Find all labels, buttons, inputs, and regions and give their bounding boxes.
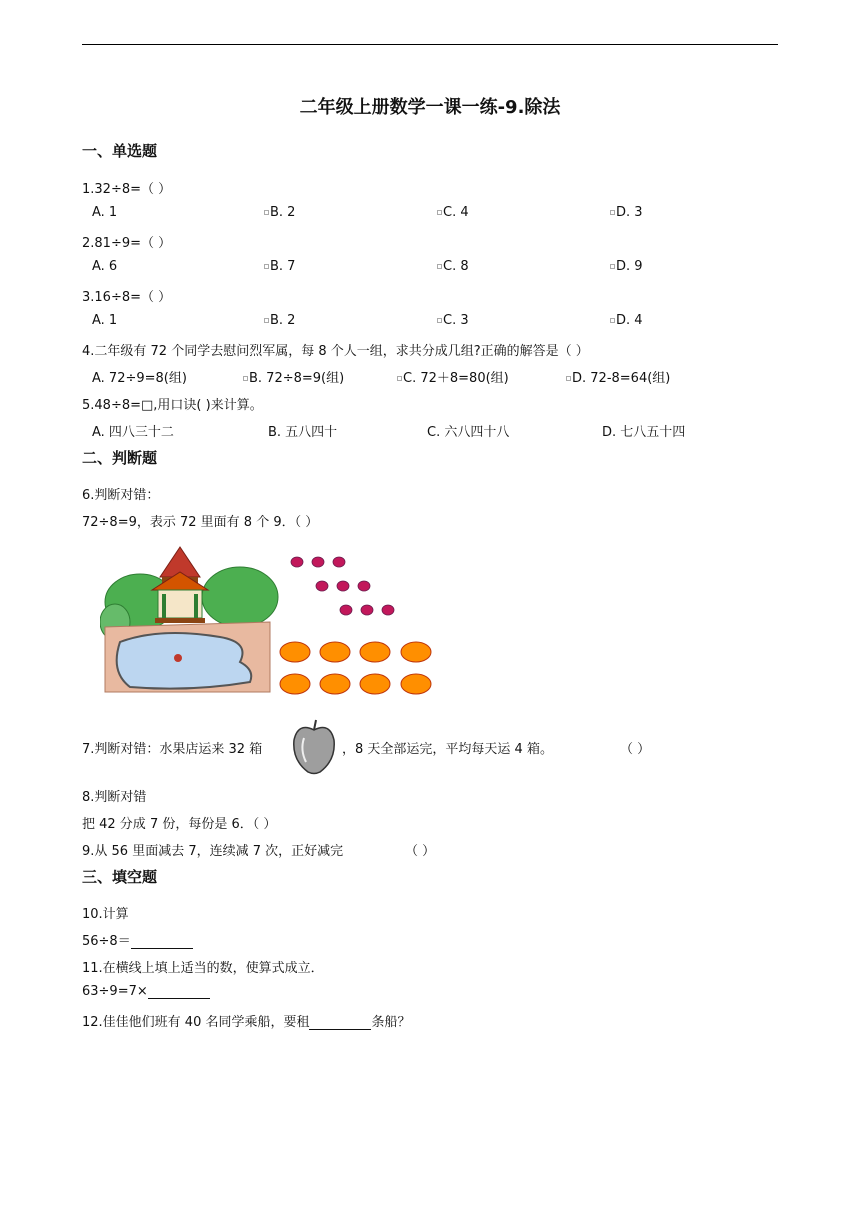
question-2: 2.81÷9=（ ）	[82, 236, 172, 251]
question-5: 5.48÷8=□,用口诀( )来计算。	[82, 398, 263, 413]
question-6: 6.判断对错：	[82, 488, 160, 503]
question-7-paren: （ ）	[620, 742, 651, 757]
pond-pavilion-fish-illustration	[100, 542, 445, 702]
q5-option-c[interactable]: C. 六八四十八	[427, 425, 510, 440]
q1-option-a[interactable]: A. 1	[92, 205, 118, 220]
q3-option-c[interactable]: C. 3	[437, 313, 469, 328]
question-11: 11.在横线上填上适当的数，使算式成立．	[82, 961, 324, 976]
answer-blank[interactable]	[309, 1016, 371, 1030]
q3-option-b[interactable]: B. 2	[264, 313, 295, 328]
page-title: 二年级上册数学一课一练-9.除法	[299, 97, 561, 118]
question-10: 10.计算	[82, 907, 129, 922]
question-7: 7.判断对错：水果店运来 32 箱	[82, 742, 263, 757]
question-7-continuation: ，8 天全部运完，平均每天运 4 箱。	[342, 742, 553, 757]
q3-option-d[interactable]: D. 4	[610, 313, 643, 328]
answer-blank[interactable]	[131, 935, 193, 949]
q4-option-a[interactable]: A. 72÷9=8(组)	[92, 371, 187, 386]
q1-option-c[interactable]: C. 4	[437, 205, 469, 220]
question-8: 8.判断对错	[82, 790, 147, 805]
header-rule	[82, 44, 778, 45]
question-9: 9.从 56 里面减去 7，连续减 7 次，正好减完	[82, 844, 344, 859]
question-8-statement: 把 42 分成 7 份，每份是 6．（ ）	[82, 817, 277, 832]
question-12: 12.佳佳他们班有 40 名同学乘船，要租 条船？	[82, 1015, 411, 1030]
question-10-expression: 56÷8＝	[82, 930, 193, 949]
q1-option-b[interactable]: B. 2	[264, 205, 295, 220]
section-fill-blank: 三、填空题	[82, 868, 158, 886]
question-6-statement: 72÷8=9，表示 72 里面有 8 个 9．（ ）	[82, 515, 319, 530]
q2-option-a[interactable]: A. 6	[92, 259, 118, 274]
q5-option-b[interactable]: B. 五八四十	[268, 425, 338, 440]
section-single-choice: 一、单选题	[82, 142, 158, 160]
answer-blank[interactable]	[148, 985, 210, 999]
question-1: 1.32÷8=（ ）	[82, 182, 172, 197]
q5-option-a[interactable]: A. 四八三十二	[92, 425, 174, 440]
q2-option-c[interactable]: C. 8	[437, 259, 469, 274]
q4-option-c[interactable]: C. 72＋8=80(组)	[397, 367, 509, 386]
q5-option-d[interactable]: D. 七八五十四	[602, 425, 686, 440]
q2-option-b[interactable]: B. 7	[264, 259, 295, 274]
q4-option-d[interactable]: D. 72-8=64(组)	[566, 367, 670, 386]
q1-option-d[interactable]: D. 3	[610, 205, 643, 220]
question-11-expression: 63÷9=7×	[82, 984, 210, 999]
question-4: 4.二年级有 72 个同学去慰问烈军属，每 8 个人一组，求共分成几组?正确的解答是（ ）	[82, 344, 589, 359]
apple-icon	[290, 718, 338, 776]
question-3: 3.16÷8=（ ）	[82, 290, 172, 305]
q3-option-a[interactable]: A. 1	[92, 313, 118, 328]
section-true-false: 二、判断题	[82, 449, 158, 467]
question-9-paren: （ ）	[405, 844, 436, 859]
q4-option-b[interactable]: B. 72÷8=9(组)	[243, 367, 344, 386]
q2-option-d[interactable]: D. 9	[610, 259, 643, 274]
